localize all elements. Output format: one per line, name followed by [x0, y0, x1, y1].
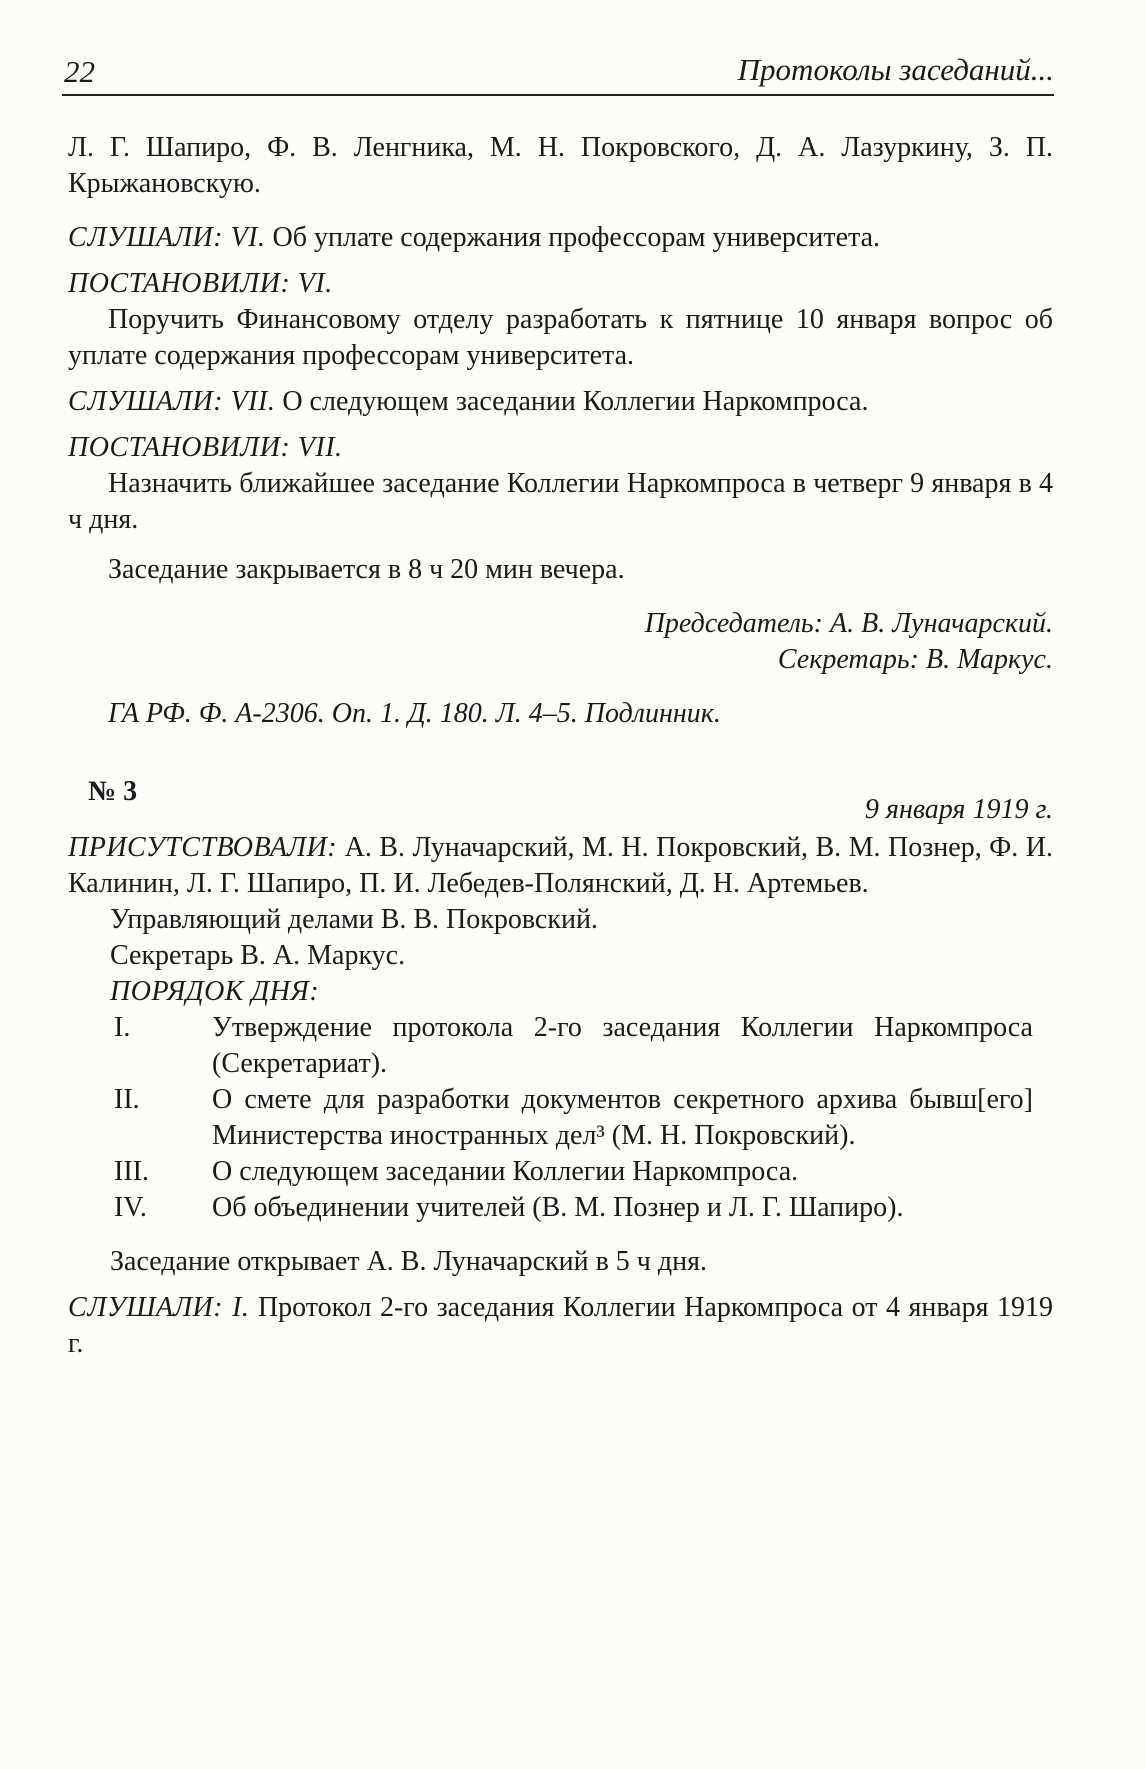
agenda-item-text: О следующем заседании Коллегии Наркомпроса. [212, 1156, 799, 1187]
agenda-item-number: I. [114, 1012, 131, 1043]
opening-note: Заседание открывает А. В. Луначарский в 5 ч дня. [110, 1246, 707, 1277]
agenda-item-number: III. [114, 1156, 149, 1187]
manager-line: Управляющий делами В. В. Покровский. [110, 904, 598, 935]
heard-7-text: О следующем заседании Коллегии Наркомпроса. [282, 386, 869, 417]
heard-6-label: СЛУШАЛИ: VI. [68, 222, 266, 253]
resolved-7-text: Назначить ближайшее заседание Коллегии Наркомпроса в четверг 9 января в 4 ч дня. [68, 468, 1053, 535]
document-date: 9 января 1919 г. [864, 794, 1053, 825]
document-number: № 3 [88, 776, 138, 807]
heard-1-label: СЛУШАЛИ: I. [68, 1292, 250, 1323]
agenda-item-number: IV. [114, 1192, 147, 1223]
agenda-list [114, 1010, 1053, 1226]
resolved-7-label: ПОСТАНОВИЛИ: VII. [68, 432, 343, 463]
agenda-item-number: II. [114, 1084, 140, 1115]
heard-6 [68, 220, 1053, 256]
agenda-label: ПОРЯДОК ДНЯ: [110, 976, 320, 1007]
running-title: Протоколы заседаний... [737, 52, 1054, 87]
agenda-item [114, 1082, 1053, 1154]
chairman-signature: Председатель: А. В. Луначарский. [644, 608, 1053, 639]
present-text: А. В. Луначарский, М. Н. Покровский, В. М. Познер, Ф. И. Калинин, Л. Г. Шапиро, П. И. Лебедев-Полянский, Д. Н. Артемьев. [68, 832, 1053, 899]
heard-1-text: Протокол 2-го заседания Коллегии Наркомпроса от 4 января 1919 г. [68, 1292, 1053, 1359]
agenda-item [114, 1010, 1053, 1082]
archive-source: ГА РФ. Ф. А-2306. Оп. 1. Д. 180. Л. 4–5. Подлинник. [108, 698, 721, 729]
present-list [68, 830, 1053, 902]
heard-7-label: СЛУШАЛИ: VII. [68, 386, 276, 417]
heard-7 [68, 384, 1053, 420]
agenda-item-text: О смете для разработки документов секретного архива бывш[его] Министерства иностранных дел³ (М. Н. Покровский). [212, 1084, 1033, 1151]
agenda-item-text: Утверждение протокола 2-го заседания Коллегии Наркомпроса (Секретариат). [212, 1012, 1033, 1079]
heard-6-text: Об уплате содержания профессорам университета. [272, 222, 881, 253]
page-body [68, 130, 1053, 1362]
resolved-6-label: ПОСТАНОВИЛИ: VI. [68, 268, 333, 299]
present-label: ПРИСУТСТВОВАЛИ: [68, 832, 338, 863]
page-header [62, 44, 1054, 96]
document-heading [68, 774, 1053, 825]
closing-note: Заседание закрывается в 8 ч 20 мин вечера. [108, 554, 625, 585]
page-number: 22 [64, 54, 95, 89]
agenda-item-text: Об объединении учителей (В. М. Познер и Л. Г. Шапиро). [212, 1192, 904, 1223]
agenda-item [114, 1154, 1053, 1190]
agenda-item [114, 1190, 1053, 1226]
secretary-line: Секретарь В. А. Маркус. [110, 940, 406, 971]
secretary-signature: Секретарь: В. Маркус. [777, 644, 1053, 675]
heard-1 [68, 1290, 1053, 1362]
attendees-continuation: Л. Г. Шапиро, Ф. В. Ленгника, М. Н. Покровского, Д. А. Лазуркину, З. П. Крыжановскую. [68, 132, 1053, 199]
resolved-6-text: Поручить Финансовому отделу разработать к пятнице 10 января вопрос об уплате содержания профессорам университета. [68, 304, 1053, 371]
